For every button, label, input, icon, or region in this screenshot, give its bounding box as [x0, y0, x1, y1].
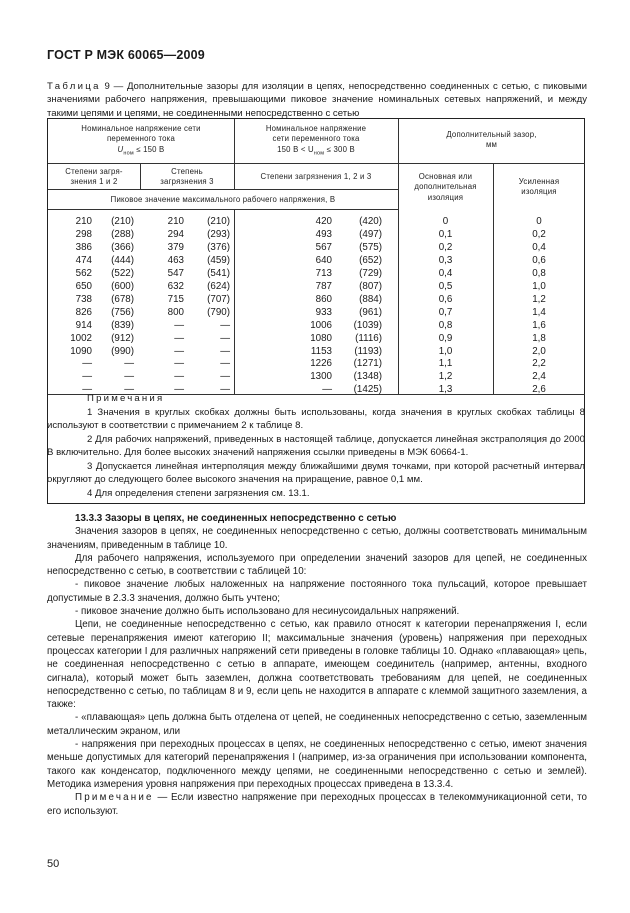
table-cell: (839)	[111, 319, 134, 331]
table-cell: (575)	[359, 241, 382, 253]
table-cell: (884)	[359, 293, 382, 305]
table-cell: 933	[315, 306, 332, 318]
header-pollution-1-2-3: Степени загрязнения 1, 2 и 3	[260, 172, 372, 181]
table-cell: 567	[315, 241, 332, 253]
table-cell: —	[174, 358, 184, 370]
paragraph: Значения зазоров в цепях, не соединенных непосредственно с сетью, должны соответствовать минимальным значениям, приведенным в таблице 10.	[47, 526, 587, 551]
table-number: 9	[104, 81, 110, 92]
table-cell: 298	[75, 228, 92, 240]
table-caption	[47, 80, 587, 120]
table-cell: 2,6	[532, 384, 546, 396]
table-cell: 0,2	[438, 241, 453, 253]
list-item: - пиковое значение любых наложенных на напряжение постоянного тока пульсаций, которое превышает допустимые в 2.3.3 значения, должно быть учтено;	[47, 579, 587, 604]
table-cell: (790)	[207, 306, 230, 318]
table-cell: 650	[75, 280, 92, 292]
table-cell: 294	[167, 228, 184, 240]
table-cell: 1002	[70, 332, 92, 344]
table-cell: 0,1	[438, 228, 453, 240]
table-cell: —	[124, 384, 134, 396]
table-cell: 0,4	[438, 267, 453, 279]
table-cell: —	[174, 319, 184, 331]
table-cell: (522)	[111, 267, 134, 279]
table-cell: 1,8	[532, 332, 546, 344]
table-cell: 1,6	[532, 319, 546, 331]
table-cell: (624)	[207, 280, 230, 292]
table-cell: 2,0	[532, 345, 546, 357]
table-cell: —	[220, 345, 230, 357]
table-cell: (1425)	[353, 384, 382, 396]
header-voltage-300: Номинальное напряжение сети переменного тока 150 $В < U_{ном} \le 300$ В	[265, 124, 367, 157]
table-cell: 0,2	[532, 228, 546, 240]
table-cell: 0,8	[532, 267, 546, 279]
header-peak-voltage: Пиковое значение максимального рабочего напряжения, В	[110, 195, 336, 204]
table-cell: 1,2	[532, 293, 546, 305]
table-cell: —	[124, 371, 134, 383]
table-cell: 0	[442, 216, 449, 227]
header-additional-clearance: Дополнительный зазор, мм	[446, 130, 537, 150]
header-pollution-1-2: Степени загря- знения 1 и 2	[65, 167, 123, 187]
table-cell: 0,8	[438, 319, 453, 331]
table-cell: 640	[315, 254, 332, 266]
page-number: 50	[47, 858, 60, 870]
table-cell: 2,2	[532, 358, 546, 370]
table-cell: (1116)	[355, 332, 382, 344]
table-cell: (707)	[207, 293, 230, 305]
table-cell: 0	[536, 216, 542, 227]
header-voltage-150: Номинальное напряжение сети переменного тока $U_{ном} \le 150$ В	[81, 124, 201, 157]
note-2: 2 Для рабочих напряжений, приведенных в настоящей таблице, допускается линейная экстраполяция до 2000 В включительно. Для более высоких значений напряжения ссылки приведены в МЭК 60664-1.	[47, 434, 585, 459]
list-item: - пиковое значение должно быть использовано для несинусоидальных напряжений.	[75, 606, 460, 618]
table-cell: —	[322, 384, 332, 396]
note-label: Примечание	[75, 792, 154, 804]
table-cell: 562	[75, 267, 92, 279]
table-cell: 386	[75, 241, 92, 253]
table-cell: 1,0	[532, 280, 546, 292]
table-cell: 420	[315, 216, 332, 227]
table-cell: (1193)	[354, 345, 382, 357]
table-cell: 800	[167, 306, 184, 318]
header-pollution-3: Степень загрязнения 3	[160, 167, 214, 187]
table-cell: —	[220, 371, 230, 383]
table-cell: —	[124, 358, 134, 370]
table-label: Таблица	[47, 81, 101, 92]
table-cell: (1039)	[353, 319, 382, 331]
header-basic-insulation: Основная или дополнительная изоляция	[414, 172, 477, 202]
table-cell: 1300	[310, 371, 332, 383]
note-1: 1 Значения в круглых скобках должны быть использованы, когда значения в круглых скобках таблицы 8 используют в соответствии с примечанием 2 к таблице 8.	[47, 407, 585, 432]
table-cell: 379	[167, 241, 184, 253]
table-cell: —	[220, 358, 230, 370]
table-cell: 715	[167, 293, 184, 305]
table-cell: 914	[75, 319, 92, 331]
table-cell: (541)	[207, 267, 230, 279]
table-cell: 1,1	[438, 358, 453, 370]
table-caption-text: — Дополнительные зазоры для изоляции в цепях, непосредственно соединенных с сетью, с пиковыми значениями рабочего напряжения, превышающими пиковое значение номинальных сетевых напряжений, и между такими цепями и цепями, не соединенными непосредственно с сетью	[47, 81, 588, 119]
table-cell: (678)	[111, 293, 134, 305]
table-cell: (210)	[207, 216, 230, 227]
table-cell: 1090	[70, 345, 92, 357]
table-cell: (990)	[111, 345, 134, 357]
table-cell: 860	[315, 293, 332, 305]
table-cell: (807)	[359, 280, 382, 292]
table-cell: (376)	[207, 241, 230, 253]
table-cell: 547	[167, 267, 184, 279]
table-cell: 493	[315, 228, 332, 240]
table-cell: (288)	[111, 228, 134, 240]
table-cell: (1271)	[353, 358, 382, 370]
table-cell: 713	[315, 267, 332, 279]
table-cell: —	[220, 384, 230, 396]
header-reinforced-insulation: Усиленная изоляция	[518, 177, 560, 197]
table-cell: —	[220, 319, 230, 331]
table-cell: 1006	[310, 319, 332, 331]
table-cell: 0,6	[438, 293, 453, 305]
table-cell: (210)	[111, 216, 134, 227]
table-cell: 826	[75, 306, 92, 318]
table-cell: (961)	[359, 306, 382, 318]
note-text: — Если известно напряжение при переходных процессах в телекоммуникационной сети, то его используют.	[47, 792, 587, 817]
table-cell: (444)	[111, 254, 134, 266]
list-item: - «плавающая» цепь должна быть отделена от цепей, не соединенных непосредственно с сетью, заземленным металлическим экраном, или	[47, 712, 587, 737]
table-cell: (1348)	[353, 371, 382, 383]
table-cell: 632	[167, 280, 184, 292]
table-cell: 474	[75, 254, 92, 266]
table-cell: —	[174, 371, 184, 383]
table-cell: 1,3	[438, 384, 453, 396]
table-cell: —	[174, 332, 184, 344]
table-cell: (652)	[359, 254, 382, 266]
table-cell: 738	[75, 293, 92, 305]
table-cell: 1153	[310, 345, 332, 357]
table-cell: (459)	[207, 254, 230, 266]
table-cell: 0,6	[532, 254, 546, 266]
paragraph: Для рабочего напряжения, используемого при определении значений зазоров для цепей, не соединенных непосредственно с сетью, в соответствии с таблицей 10:	[47, 552, 587, 578]
notes-title: Примечания	[87, 393, 165, 404]
table-cell: (729)	[359, 267, 382, 279]
table-cell: 1,0	[438, 345, 453, 357]
table-cell: (600)	[111, 280, 134, 292]
document-header: ГОСТ Р МЭК 60065—2009	[47, 48, 205, 62]
table-cell: —	[174, 345, 184, 357]
note-4: 4 Для определения степени загрязнения см. 13.1.	[87, 488, 310, 499]
table-cell: 1080	[310, 332, 332, 344]
table-cell: (366)	[111, 241, 134, 253]
list-item: - напряжения при переходных процессах в цепях, не соединенных непосредственно с сетью, имеют значения меньше допустимых для категорий перенапряжения I (например, из-за ограничения при использовании компонента, такого как конденсатор, подключенного между цепями, не соединенными непосредственно с сетью и землей). Методика измерения уровня напряжения при переходных процессах приведена в 13.3.4.	[47, 739, 587, 790]
table-cell: 0,9	[438, 332, 453, 344]
table-cell: 210	[167, 216, 184, 227]
table-cell: 0,4	[532, 241, 546, 253]
table-cell: 1,4	[532, 306, 546, 318]
table-cell: 1226	[310, 358, 332, 370]
paragraph: Цепи, не соединенные непосредственно с сетью, как правило относят к категории перенапряжения I, если сетевые перенапряжения имеют категорию II; максимальные значения (уровень) напряжения при переходных процессах категории I для различных напряжений сети приведены в головке таблицы 10. Однако «плавающая» цепь, не соединенная непосредственно с сетью в аппарате, имеющем соединитель (например, антенны, входного сигнала), который может быть заземлен, должна соответствовать требованиям для цепей, не соединенных непосредственно с сетью, по таблицам 8 и 9, если цепь не находится в аппарате с клеммой защитного заземления, а также:	[47, 619, 587, 711]
note-paragraph	[47, 791, 587, 818]
table-cell: (912)	[111, 332, 134, 344]
table-cell: (293)	[207, 228, 230, 240]
table-cell: 0,7	[438, 306, 453, 318]
table-cell: 210	[75, 216, 92, 227]
table-cell: 0,3	[438, 254, 453, 266]
section-heading: 13.3.3 Зазоры в цепях, не соединенных непосредственно с сетью	[75, 513, 397, 524]
table-cell: (497)	[359, 228, 382, 240]
table-cell: —	[174, 384, 184, 396]
note-3: 3 Допускается линейная интерполяция между ближайшими двумя точками, при которой расчетный интервал округляют до следующего более высокого значения на приращение, равное 0,1 мм.	[47, 461, 585, 486]
table-cell: —	[82, 358, 92, 370]
table-cell: (420)	[359, 216, 382, 227]
table-cell: 787	[315, 280, 332, 292]
table-cell: (756)	[111, 306, 134, 318]
table-cell: —	[82, 371, 92, 383]
table-cell: 0,5	[438, 280, 453, 292]
table-cell: 2,4	[532, 371, 546, 383]
table-cell: —	[82, 384, 92, 396]
table-cell: 463	[167, 254, 184, 266]
table-cell: —	[220, 332, 230, 344]
body-text	[47, 512, 587, 818]
table-cell: 1,2	[438, 371, 453, 383]
